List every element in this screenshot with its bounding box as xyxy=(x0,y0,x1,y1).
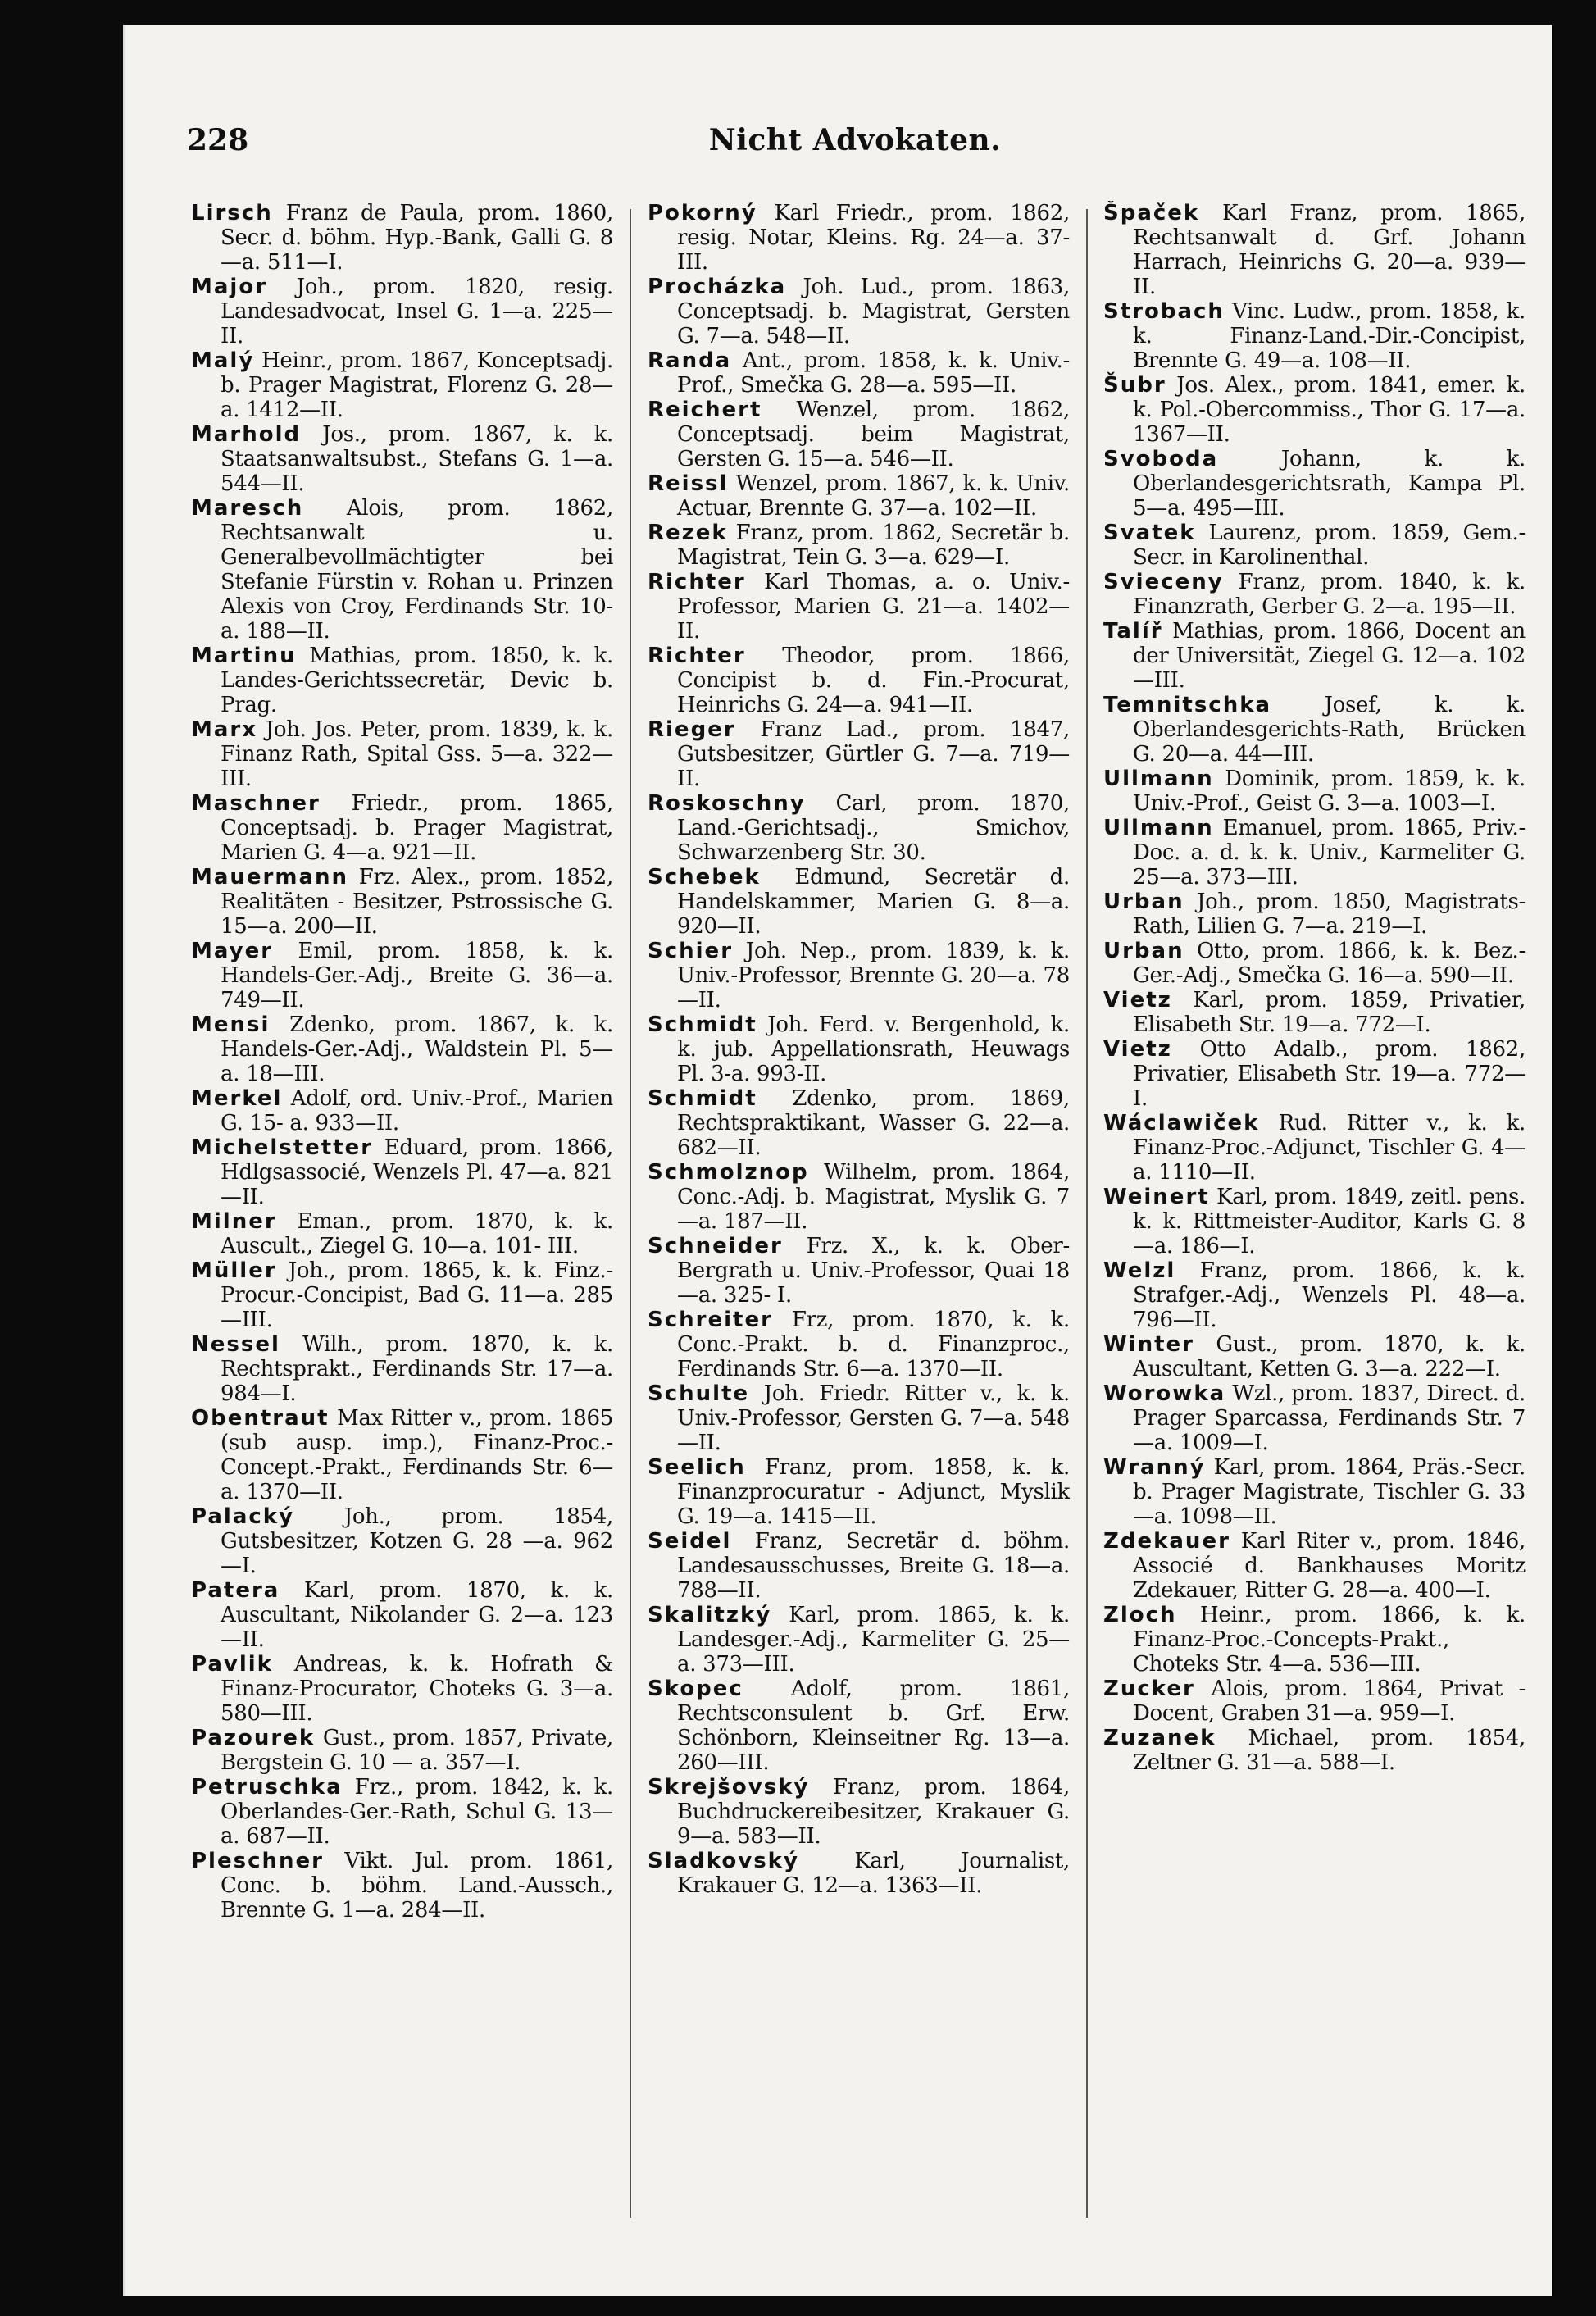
entry-surname: Skrejšovský xyxy=(648,1775,810,1800)
entry-surname: Merkel xyxy=(191,1086,283,1111)
entry-details: Wenzel, prom. 1862, Conceptsadj. beim Magistrat, Gersten G. 15—a. 546—II. xyxy=(677,398,1070,471)
directory-entry xyxy=(1103,939,1526,988)
entry-surname: Mauermann xyxy=(191,865,349,890)
entry-surname: Vietz xyxy=(1103,1037,1172,1062)
entry-details: Otto Adalb., prom. 1862, Privatier, Elisabeth Str. 19—a. 772—I. xyxy=(1133,1037,1526,1111)
entry-surname: Roskoschny xyxy=(648,791,806,816)
entry-surname: Schmolznop xyxy=(648,1160,809,1185)
entry-details: Gust., prom. 1857, Private, Bergstein G. 10 — a. 357—I. xyxy=(221,1726,613,1775)
entry-details: Joh. Lud., prom. 1863, Conceptsadj. b. Magistrat, Gersten G. 7—a. 548—II. xyxy=(677,275,1070,348)
entry-details: Joh., prom. 1820, resig. Landesadvocat, Insel G. 1—a. 225—II. xyxy=(221,275,613,348)
entry-surname: Lirsch xyxy=(191,201,273,225)
entry-details: Adolf, ord. Univ.-Prof., Marien G. 15- a. 933—II. xyxy=(221,1086,613,1135)
entry-details: Karl Riter v., prom. 1846, Associé d. Bankhauses Moritz Zdekauer, Ritter G. 28—a. 400—I. xyxy=(1133,1529,1526,1603)
entry-details: Wilh., prom. 1870, k. k. Rechtsprakt., Ferdinands Str. 17—a. 984—I. xyxy=(221,1332,613,1406)
entry-details: Mathias, prom. 1850, k. k. Landes-Gerichtssecretär, Devic b. Prag. xyxy=(221,644,613,717)
entry-details: Vikt. Jul. prom. 1861, Conc. b. böhm. Land.-Aussch., Brennte G. 1—a. 284—II. xyxy=(221,1849,613,1922)
entry-surname: Welzl xyxy=(1103,1258,1176,1283)
entry-surname: Pokorný xyxy=(648,201,757,225)
directory-entry xyxy=(1103,693,1526,767)
entry-details: Franz, prom. 1862, Secretär b. Magistrat, Tein G. 3—a. 629—I. xyxy=(677,521,1070,570)
directory-entry xyxy=(648,521,1070,570)
entry-surname: Worowka xyxy=(1103,1381,1226,1406)
entry-surname: Winter xyxy=(1103,1332,1194,1357)
directory-entry xyxy=(191,1578,613,1652)
entry-details: Alois, prom. 1864, Privat - Docent, Graben 31—a. 959—I. xyxy=(1133,1677,1526,1726)
entry-surname: Mayer xyxy=(191,939,274,963)
directory-entry xyxy=(1103,570,1526,619)
entry-surname: Pazourek xyxy=(191,1726,316,1750)
entry-details: Andreas, k. k. Hofrath & Finanz-Procurator, Choteks G. 3—a. 580—III. xyxy=(221,1652,613,1726)
directory-entry xyxy=(1103,1603,1526,1677)
entry-details: Joh., prom. 1854, Gutsbesitzer, Kotzen G. 28 —a. 962—I. xyxy=(221,1504,613,1578)
entry-surname: Schmidt xyxy=(648,1012,757,1037)
column-1 xyxy=(191,201,613,2234)
entry-details: Emanuel, prom. 1865, Priv.-Doc. a. d. k. k. Univ., Karmeliter G. 25—a. 373—III. xyxy=(1133,816,1526,890)
entry-surname: Müller xyxy=(191,1258,277,1283)
directory-entry xyxy=(1103,890,1526,939)
entry-surname: Maresch xyxy=(191,496,304,521)
column-3 xyxy=(1103,201,1526,2234)
entry-details: Rud. Ritter v., k. k. Finanz-Proc.-Adjunct, Tischler G. 4—a. 1110—II. xyxy=(1133,1111,1526,1185)
directory-entry xyxy=(648,348,1070,398)
directory-entry xyxy=(191,717,613,791)
entry-surname: Urban xyxy=(1103,939,1184,963)
entry-details: Joh. Nep., prom. 1839, k. k. Univ.-Professor, Brennte G. 20—a. 78—II. xyxy=(677,939,1070,1012)
entry-surname: Svieceny xyxy=(1103,570,1224,594)
entry-details: Friedr., prom. 1865, Conceptsadj. b. Prager Magistrat, Marien G. 4—a. 921—II. xyxy=(221,791,613,865)
entry-details: Joh., prom. 1865, k. k. Finz.-Procur.-Concipist, Bad G. 11—a. 285—III. xyxy=(221,1258,613,1332)
directory-entry xyxy=(191,275,613,348)
entry-details: Adolf, prom. 1861, Rechtsconsulent b. Grf. Erw. Schönborn, Kleinseitner Rg. 13—a. 260—III. xyxy=(677,1677,1070,1775)
entry-surname: Petruschka xyxy=(191,1775,343,1800)
entry-surname: Vietz xyxy=(1103,988,1172,1012)
entry-details: Alois, prom. 1862, Rechtsanwalt u. Generalbevollmächtigter bei Stefanie Fürstin v. Rohan u. Prinzen Alexis von Croy, Ferdinands Str. 10- a. 188—II. xyxy=(221,496,613,644)
directory-entry xyxy=(191,791,613,865)
directory-entry xyxy=(191,1332,613,1406)
directory-entry xyxy=(191,1775,613,1849)
entry-details: Emil, prom. 1858, k. k. Handels-Ger.-Adj., Breite G. 36—a. 749—II. xyxy=(221,939,613,1012)
entry-surname: Urban xyxy=(1103,890,1184,914)
entry-details: Zdenko, prom. 1867, k. k. Handels-Ger.-Adj., Waldstein Pl. 5—a. 18—III. xyxy=(221,1012,613,1086)
entry-surname: Zdekauer xyxy=(1103,1529,1230,1554)
entry-surname: Obentraut xyxy=(191,1406,330,1431)
entry-details: Franz, prom. 1864, Buchdruckereibesitzer, Krakauer G. 9—a. 583—II. xyxy=(677,1775,1070,1849)
entry-details: Laurenz, prom. 1859, Gem.-Secr. in Karolinenthal. xyxy=(1133,521,1526,570)
entry-surname: Milner xyxy=(191,1209,277,1234)
entry-details: Karl Franz, prom. 1865, Rechtsanwalt d. Grf. Johann Harrach, Heinrichs G. 20—a. 939—II. xyxy=(1133,201,1526,299)
entry-surname: Temnitschka xyxy=(1103,693,1272,717)
entry-surname: Ullmann xyxy=(1103,767,1214,791)
entry-details: Wenzel, prom. 1867, k. k. Univ. Actuar, Brennte G. 37—a. 102—II. xyxy=(677,471,1070,521)
entry-surname: Špaček xyxy=(1103,201,1200,225)
directory-entry xyxy=(648,275,1070,348)
entry-details: Franz, prom. 1866, k. k. Strafger.-Adj., Wenzels Pl. 48—a. 796—II. xyxy=(1133,1258,1526,1332)
entry-surname: Svoboda xyxy=(1103,447,1219,471)
directory-entry xyxy=(1103,1726,1526,1775)
entry-details: Franz, Secretär d. böhm. Landesausschusses, Breite G. 18—a. 788—II. xyxy=(677,1529,1070,1603)
entry-details: Eduard, prom. 1866, Hdlgsassocié, Wenzels Pl. 47—a. 821—II. xyxy=(221,1135,613,1209)
entry-details: Franz de Paula, prom. 1860, Secr. d. böhm. Hyp.-Bank, Galli G. 8—a. 511—I. xyxy=(221,201,613,275)
entry-surname: Randa xyxy=(648,348,732,373)
directory-entry xyxy=(191,1652,613,1726)
entry-surname: Palacký xyxy=(191,1504,295,1529)
entry-details: Gust., prom. 1870, k. k. Auscultant, Ketten G. 3—a. 222—I. xyxy=(1133,1332,1526,1381)
entry-surname: Talíř xyxy=(1103,619,1163,644)
directory-entry xyxy=(1103,299,1526,373)
entry-details: Joh. Ferd. v. Bergenhold, k. k. jub. Appellationsrath, Heuwags Pl. 3-a. 993-II. xyxy=(677,1012,1070,1086)
directory-entry xyxy=(191,1209,613,1258)
entry-surname: Major xyxy=(191,275,268,299)
directory-entry xyxy=(191,1086,613,1135)
entry-surname: Skalitzký xyxy=(648,1603,772,1627)
page xyxy=(123,25,1552,2296)
directory-entry xyxy=(1103,1111,1526,1185)
entry-details: Edmund, Secretär d. Handelskammer, Marien G. 8—a. 920—II. xyxy=(677,865,1070,939)
entry-surname: Reichert xyxy=(648,398,762,422)
directory-entry xyxy=(191,1135,613,1209)
entry-details: Frz. Alex., prom. 1852, Realitäten - Besitzer, Pstrossische G. 15—a. 200—II. xyxy=(221,865,613,939)
directory-entry xyxy=(648,201,1070,275)
entry-surname: Wáclawiček xyxy=(1103,1111,1260,1135)
directory-entry xyxy=(191,348,613,422)
entry-details: Jos., prom. 1867, k. k. Staatsanwaltsubst., Stefans G. 1—a. 544—II. xyxy=(221,422,613,496)
entry-surname: Procházka xyxy=(648,275,787,299)
entry-surname: Rieger xyxy=(648,717,736,742)
entry-surname: Zloch xyxy=(1103,1603,1177,1627)
directory-entry xyxy=(648,1234,1070,1308)
entry-surname: Marhold xyxy=(191,422,302,447)
entry-details: Franz Lad., prom. 1847, Gutsbesitzer, Gürtler G. 7—a. 719—II. xyxy=(677,717,1070,791)
directory-entry xyxy=(648,1086,1070,1160)
directory-entry xyxy=(1103,1455,1526,1529)
directory-entry xyxy=(191,1258,613,1332)
directory-entry xyxy=(648,1529,1070,1603)
directory-entry xyxy=(648,1677,1070,1775)
directory-entry xyxy=(1103,1258,1526,1332)
directory-entry xyxy=(1103,988,1526,1037)
entry-details: Heinr., prom. 1866, k. k. Finanz-Proc.-Concepts-Prakt., Choteks Str. 4—a. 536—III. xyxy=(1133,1603,1526,1677)
directory-entry xyxy=(191,1406,613,1504)
directory-entry xyxy=(1103,1677,1526,1726)
entry-surname: Šubr xyxy=(1103,373,1166,398)
entry-surname: Pleschner xyxy=(191,1849,324,1873)
entry-details: Max Ritter v., prom. 1865 (sub ausp. imp.), Finanz-Proc.-Concept.-Prakt., Ferdinands Str. 6—a. 1370—II. xyxy=(221,1406,613,1504)
directory-entry xyxy=(191,201,613,275)
directory-entry xyxy=(1103,1037,1526,1111)
entry-details: Heinr., prom. 1867, Konceptsadj. b. Prager Magistrat, Florenz G. 28—a. 1412—II. xyxy=(221,348,613,422)
entry-surname: Pavlik xyxy=(191,1652,273,1677)
entry-details: Johann, k. k. Oberlandesgerichtsrath, Kampa Pl. 5—a. 495—III. xyxy=(1133,447,1526,521)
entry-details: Vinc. Ludw., prom. 1858, k. k. Finanz-Land.-Dir.-Concipist, Brennte G. 49—a. 108—II. xyxy=(1133,299,1526,373)
entry-surname: Svatek xyxy=(1103,521,1196,545)
entry-surname: Schulte xyxy=(648,1381,750,1406)
directory-entry xyxy=(191,1504,613,1578)
directory-entry xyxy=(648,471,1070,521)
directory-entry xyxy=(648,1308,1070,1381)
entry-details: Joh. Friedr. Ritter v., k. k. Univ.-Professor, Gersten G. 7—a. 548—II. xyxy=(677,1381,1070,1455)
entry-surname: Richter xyxy=(648,644,746,668)
directory-entry xyxy=(191,644,613,717)
page-number: 228 xyxy=(187,123,249,157)
entry-details: Karl Friedr., prom. 1862, resig. Notar, Kleins. Rg. 24—a. 37- III. xyxy=(677,201,1070,275)
entry-surname: Zuzanek xyxy=(1103,1726,1216,1750)
directory-entry xyxy=(1103,1332,1526,1381)
entry-surname: Schmidt xyxy=(648,1086,757,1111)
entry-surname: Seelich xyxy=(648,1455,746,1480)
entry-surname: Zucker xyxy=(1103,1677,1195,1701)
directory-entry xyxy=(648,1012,1070,1086)
entry-surname: Martinu xyxy=(191,644,297,668)
page-header xyxy=(187,123,1523,172)
entry-details: Karl, Journalist, Krakauer G. 12—a. 1363—II. xyxy=(677,1849,1070,1898)
entry-details: Karl, prom. 1859, Privatier, Elisabeth Str. 19—a. 772—I. xyxy=(1133,988,1526,1037)
column-2 xyxy=(648,201,1070,2234)
entry-details: Wzl., prom. 1837, Direct. d. Prager Sparcassa, Ferdinands Str. 7—a. 1009—I. xyxy=(1133,1381,1526,1455)
entry-surname: Schneider xyxy=(648,1234,783,1258)
entry-surname: Schreiter xyxy=(648,1308,773,1332)
directory-entry xyxy=(648,865,1070,939)
directory-entry xyxy=(648,717,1070,791)
directory-entry xyxy=(648,644,1070,717)
running-title: Nicht Advokaten. xyxy=(708,123,1002,157)
entry-details: Wilhelm, prom. 1864, Conc.-Adj. b. Magistrat, Myslik G. 7—a. 187—II. xyxy=(677,1160,1070,1234)
directory-entry xyxy=(191,1849,613,1922)
entry-surname: Rezek xyxy=(648,521,728,545)
directory-entry xyxy=(648,939,1070,1012)
directory-entry xyxy=(648,1775,1070,1849)
directory-entry xyxy=(191,939,613,1012)
directory-entry xyxy=(648,570,1070,644)
directory-entry xyxy=(1103,521,1526,570)
entry-details: Karl, prom. 1865, k. k. Landesger.-Adj., Karmeliter G. 25—a. 373—III. xyxy=(677,1603,1070,1677)
entry-surname: Schier xyxy=(648,939,734,963)
directory-entry xyxy=(191,422,613,496)
entry-surname: Mensi xyxy=(191,1012,271,1037)
entry-details: Zdenko, prom. 1869, Rechtspraktikant, Wasser G. 22—a. 682—II. xyxy=(677,1086,1070,1160)
entry-details: Franz, prom. 1840, k. k. Finanzrath, Gerber G. 2—a. 195—II. xyxy=(1133,570,1526,619)
directory-entry xyxy=(648,398,1070,471)
entry-details: Josef, k. k. Oberlandesgerichts-Rath, Brücken G. 20—a. 44—III. xyxy=(1133,693,1526,767)
entry-details: Dominik, prom. 1859, k. k. Univ.-Prof., Geist G. 3—a. 1003—I. xyxy=(1133,767,1526,816)
entry-details: Theodor, prom. 1866, Concipist b. d. Fin.-Procurat, Heinrichs G. 24—a. 941—II. xyxy=(677,644,1070,717)
entry-details: Michael, prom. 1854, Zeltner G. 31—a. 588—I. xyxy=(1133,1726,1526,1775)
entry-surname: Ullmann xyxy=(1103,816,1214,840)
directory-entry xyxy=(1103,1381,1526,1455)
entry-surname: Skopec xyxy=(648,1677,743,1701)
entry-surname: Marx xyxy=(191,717,258,742)
directory-entry xyxy=(191,1012,613,1086)
entry-details: Karl, prom. 1849, zeitl. pens. k. k. Rittmeister-Auditor, Karls G. 8—a. 186—I. xyxy=(1133,1185,1526,1258)
directory-entry xyxy=(1103,619,1526,693)
entry-details: Ant., prom. 1858, k. k. Univ.-Prof., Smečka G. 28—a. 595—II. xyxy=(677,348,1070,398)
directory-columns xyxy=(191,201,1527,2234)
directory-entry xyxy=(648,1160,1070,1234)
directory-entry xyxy=(648,1381,1070,1455)
directory-entry xyxy=(1103,816,1526,890)
entry-details: Eman., prom. 1870, k. k. Auscult., Ziegel G. 10—a. 101- III. xyxy=(221,1209,613,1258)
directory-entry xyxy=(1103,201,1526,299)
entry-details: Karl Thomas, a. o. Univ.- Professor, Marien G. 21—a. 1402—II. xyxy=(677,570,1070,644)
entry-details: Frz., prom. 1842, k. k. Oberlandes-Ger.-Rath, Schul G. 13—a. 687—II. xyxy=(221,1775,613,1849)
entry-surname: Weinert xyxy=(1103,1185,1210,1209)
entry-details: Joh. Jos. Peter, prom. 1839, k. k. Finanz Rath, Spital Gss. 5—a. 322—III. xyxy=(221,717,613,791)
directory-entry xyxy=(1103,1185,1526,1258)
directory-entry xyxy=(191,865,613,939)
entry-surname: Schebek xyxy=(648,865,761,890)
column-rule xyxy=(1086,209,1088,2218)
entry-surname: Maschner xyxy=(191,791,321,816)
directory-entry xyxy=(191,1726,613,1775)
entry-surname: Nessel xyxy=(191,1332,280,1357)
directory-entry xyxy=(1103,373,1526,447)
entry-details: Jos. Alex., prom. 1841, emer. k. k. Pol.-Obercommiss., Thor G. 17—a. 1367—II. xyxy=(1133,373,1526,447)
entry-details: Frz, prom. 1870, k. k. Conc.-Prakt. b. d. Finanzproc., Ferdinands Str. 6—a. 1370—II. xyxy=(677,1308,1070,1381)
entry-surname: Patera xyxy=(191,1578,280,1603)
directory-entry xyxy=(648,791,1070,865)
directory-entry xyxy=(648,1849,1070,1898)
entry-details: Frz. X., k. k. Ober-Bergrath u. Univ.-Professor, Quai 18—a. 325- I. xyxy=(677,1234,1070,1308)
entry-surname: Sladkovský xyxy=(648,1849,799,1873)
directory-entry xyxy=(648,1455,1070,1529)
entry-details: Carl, prom. 1870, Land.-Gerichtsadj., Smichov, Schwarzenberg Str. 30. xyxy=(677,791,1070,865)
entry-details: Mathias, prom. 1866, Docent an der Universität, Ziegel G. 12—a. 102—III. xyxy=(1133,619,1526,693)
directory-entry xyxy=(1103,767,1526,816)
directory-entry xyxy=(1103,447,1526,521)
entry-details: Joh., prom. 1850, Magistrats-Rath, Lilien G. 7—a. 219—I. xyxy=(1133,890,1526,939)
entry-details: Franz, prom. 1858, k. k. Finanzprocuratur - Adjunct, Myslik G. 19—a. 1415—II. xyxy=(677,1455,1070,1529)
entry-details: Karl, prom. 1864, Präs.-Secr. b. Prager Magistrate, Tischler G. 33—a. 1098—II. xyxy=(1133,1455,1526,1529)
entry-surname: Malý xyxy=(191,348,255,373)
column-rule xyxy=(630,209,631,2218)
entry-surname: Seidel xyxy=(648,1529,732,1554)
entry-surname: Michelstetter xyxy=(191,1135,374,1160)
entry-surname: Richter xyxy=(648,570,746,594)
directory-entry xyxy=(1103,1529,1526,1603)
directory-entry xyxy=(191,496,613,644)
entry-surname: Wranný xyxy=(1103,1455,1206,1480)
entry-details: Otto, prom. 1866, k. k. Bez.-Ger.-Adj., Smečka G. 16—a. 590—II. xyxy=(1133,939,1526,988)
entry-surname: Reissl xyxy=(648,471,729,496)
entry-surname: Strobach xyxy=(1103,299,1225,324)
entry-details: Karl, prom. 1870, k. k. Auscultant, Nikolander G. 2—a. 123—II. xyxy=(221,1578,613,1652)
directory-entry xyxy=(648,1603,1070,1677)
